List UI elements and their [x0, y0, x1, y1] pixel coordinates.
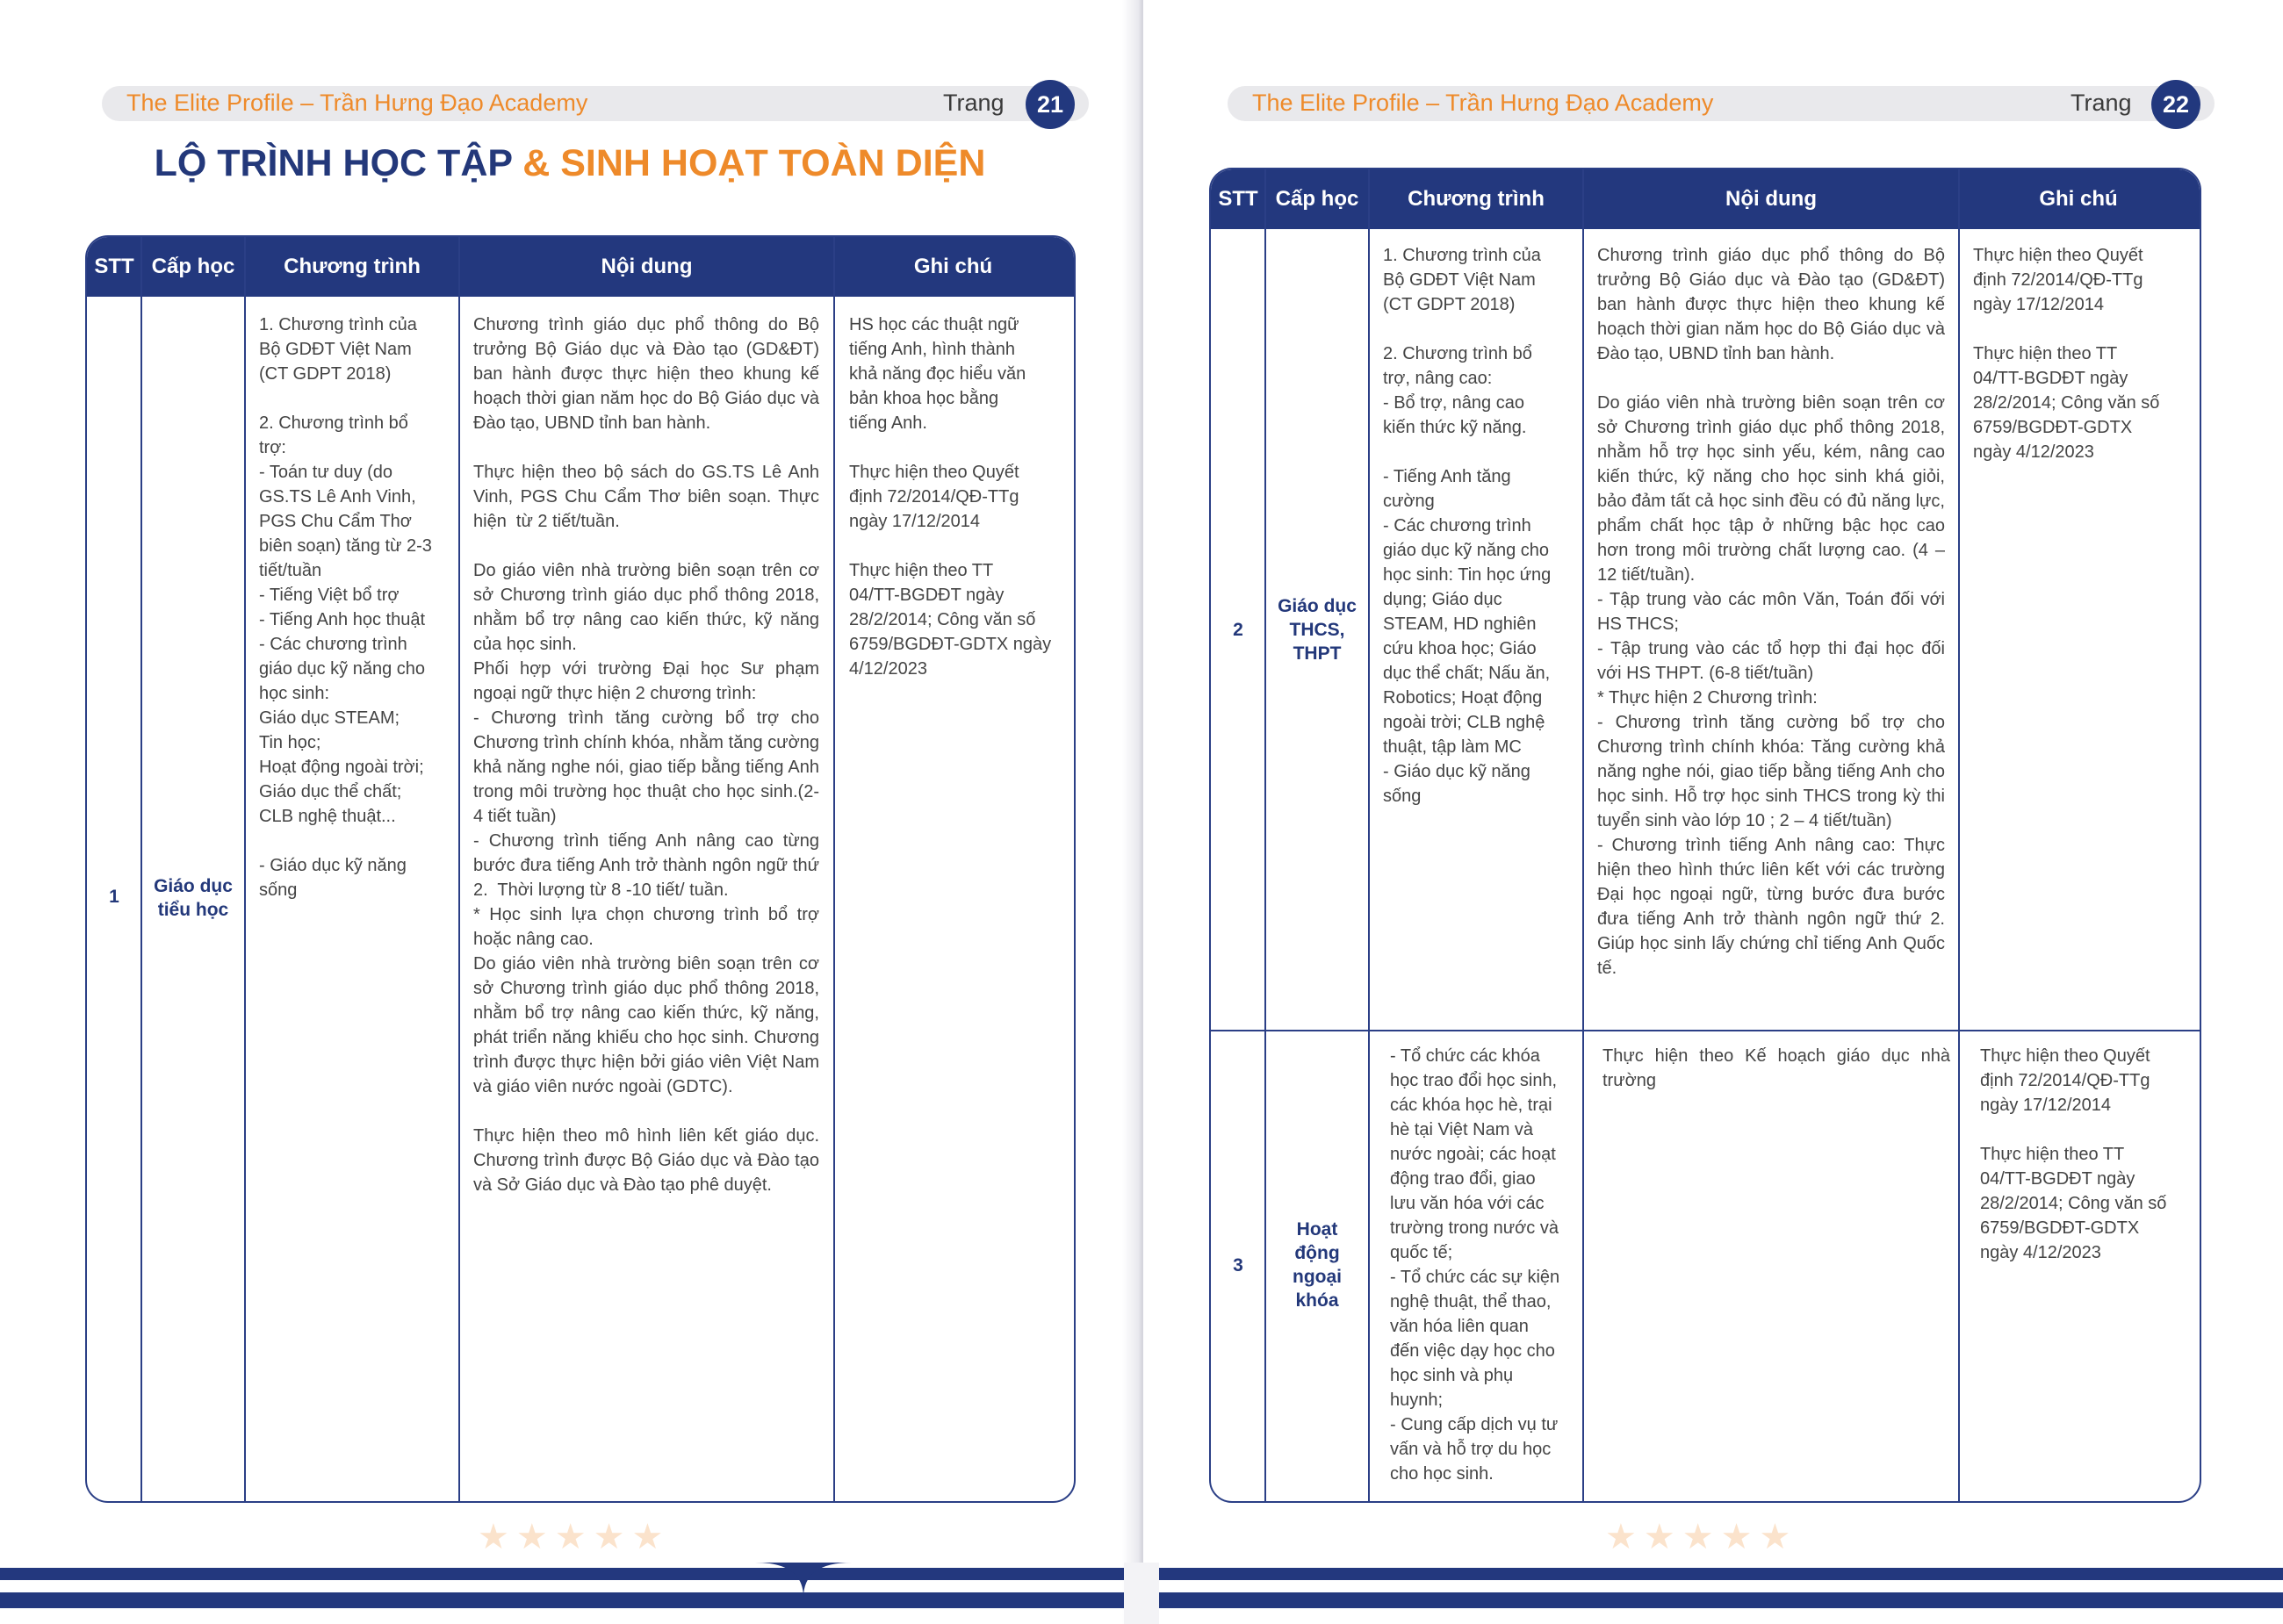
col-header-level: Cấp học — [1275, 187, 1359, 211]
row-level: Hoạt động ngoại khóa — [1293, 1219, 1342, 1311]
page-number-badge: 21 — [1026, 80, 1075, 129]
footer-band — [0, 1563, 2283, 1624]
program-cell: 1. Chương trình của Bộ GDĐT Việt Nam (CT GDPT 2018) 2. Chương trình bổ trợ, nâng cao: - Bổ trợ, nâng cao kiến thức kỹ năng. - Tiếng Anh tăng cường - Các chương trình giáo dục kỹ năng cho học sinh: Tin học ứng dụng; Giáo dục STEAM, HD nghiên cứu khoa học; Giáo dục thể chất; Nấu ăn, Robotics; Hoạt động ngoài trời; CLB nghệ thuật, tập làm MC - Giáo dục kỹ năng sống — [1383, 246, 1552, 806]
curriculum-table — [85, 235, 1076, 1503]
title-part-1: LỘ TRÌNH HỌC TẬP — [154, 142, 513, 184]
right-page — [1143, 0, 2283, 1624]
program-cell: 1. Chương trình của Bộ GDĐT Việt Nam (CT GDPT 2018) 2. Chương trình bổ trợ: - Toán tư duy (do GS.TS Lê Anh Vinh, PGS Chu Cẩm Thơ biên soạn) tăng từ 2-3 tiết/tuần - Tiếng Việt bổ trợ - Tiếng Anh học thuật - Các chương trình giáo dục kỹ năng cho học sinh: Giáo dục STEAM; Tin học; Hoạt động ngoài trời; Giáo dục thể chất; CLB nghệ thuật... - Giáo dục kỹ năng sống — [259, 315, 432, 900]
col-header-content: Nội dung — [1725, 187, 1817, 211]
content-cell: Thực hiện theo Kế hoạch giáo dục nhà trường — [1602, 1046, 1955, 1090]
page-label: Trang — [943, 90, 1005, 116]
row-number: 3 — [1233, 1255, 1243, 1275]
content-cell: Chương trình giáo dục phổ thông do Bộ trưởng Bộ Giáo dục và Đào tạo (GD&ĐT) ban hành được thực hiện theo khung kế hoạch thời gian năm học do Bộ Giáo dục và Đào tạo, UBND tỉnh ban hành. Do giáo viên nhà trường biên soạn trên cơ sở Chương trình giáo dục phổ thông 2018, nhằm hỗ trợ học sinh yếu, kém, nâng cao kiến thức, kỹ năng cho học sinh khá giỏi, bảo đảm tất cả học sinh đều có đủ năng lực, phẩm chất học tập ở những bậc học cao hơn trong môi trường chất lượng cao. (4 – 12 tiết/tuần). - Tập trung vào các môn Văn, Toán đối với HS THCS; - Tập trung vào các tổ hợp thi đại học đối với HS THPT. (6-8 tiết/tuần) * Thực hiện 2 Chương trình: - Chương trình tăng cường bổ trợ cho Chương trình chính khóa: Tăng cường khả năng nghe nói, giao tiếp bằng tiếng Anh cho học sinh. Hỗ trợ học sinh THCS trong kỳ thi tuyển sinh vào lớp 10 ; 2 – 4 tiết/tuần) - Chương trình tiếng Anh nâng cao: Thực hiện theo hình thức liên kết với các trường Đại học ngoại ngữ, từng bước đưa bước đưa tiếng Anh trở thành ngôn ngữ thứ 2. Giúp học sinh lấy chứng chỉ tiếng Anh Quốc tế. — [1597, 246, 1945, 978]
page-header — [102, 86, 1089, 121]
column-divider — [140, 237, 142, 1501]
title-part-2: & SINH HOẠT TOÀN DIỆN — [522, 142, 986, 184]
notes-cell: Thực hiện theo Quyết định 72/2014/QĐ-TTg ngày 17/12/2014 Thực hiện theo TT 04/TT-BGDĐT ngày 28/2/2014; Công văn số 6759/BGDĐT-GDTX ngày 4/12/2023 — [1980, 1046, 2167, 1262]
row-divider — [1211, 1030, 2200, 1031]
header-title: The Elite Profile – Trần Hưng Đạo Academy — [1252, 90, 1714, 116]
page-number-badge: 22 — [2151, 80, 2200, 129]
column-divider — [458, 237, 460, 1501]
col-header-content: Nội dung — [601, 255, 693, 278]
footer-gutter — [1124, 1563, 1159, 1624]
header-title: The Elite Profile – Trần Hưng Đạo Academy — [126, 90, 588, 116]
col-header-notes: Ghi chú — [2039, 187, 2118, 211]
col-header-program: Chương trình — [1408, 187, 1545, 211]
column-divider — [1582, 169, 1584, 1501]
col-header-notes: Ghi chú — [913, 255, 993, 278]
col-header-program: Chương trình — [284, 255, 421, 278]
table-header — [1211, 169, 2200, 229]
col-header-stt: STT — [94, 255, 134, 278]
decorative-stars: ★★★★★ — [1605, 1518, 1798, 1556]
row-level: Giáo dục tiểu học — [154, 876, 233, 920]
curriculum-table — [1209, 168, 2201, 1503]
column-divider — [244, 237, 246, 1501]
notes-cell: Thực hiện theo Quyết định 72/2014/QĐ-TTg ngày 17/12/2014 Thực hiện theo TT 04/TT-BGDĐT ngày 28/2/2014; Công văn số 6759/BGDĐT-GDTX ngày 4/12/2023 — [1973, 246, 2160, 462]
row-number: 2 — [1233, 620, 1243, 640]
col-header-stt: STT — [1218, 187, 1258, 211]
decorative-stars: ★★★★★ — [478, 1518, 671, 1556]
column-divider — [833, 237, 835, 1501]
column-divider — [1958, 169, 1960, 1501]
page-label: Trang — [2071, 90, 2132, 116]
page-header — [1228, 86, 2215, 121]
program-cell: - Tổ chức các khóa học trao đổi học sinh, các khóa học hè, trại hè tại Việt Nam và nước ngoài; các hoạt động trao đổi, giao lưu văn hóa với các trường trong nước và quốc tế; - Tổ chức các sự kiện nghệ thuật, thể thao, văn hóa liên quan đến việc dạy học cho học sinh và phụ huynh; - Cung cấp dịch vụ tư vấn và hỗ trợ du học cho học sinh. — [1390, 1046, 1560, 1484]
left-page — [0, 0, 1140, 1624]
table-header — [87, 237, 1074, 297]
content-cell: Chương trình giáo dục phổ thông do Bộ trưởng Bộ Giáo dục và Đào tạo (GD&ĐT) ban hành được thực hiện theo khung kế hoạch thời gian năm học do Bộ Giáo dục và Đào tạo, UBND tỉnh ban hành. Thực hiện theo bộ sách do GS.TS Lê Anh Vinh, PGS Chu Cẩm Thơ biên soạn. Thực hiện từ 2 tiết/tuần. Do giáo viên nhà trường biên soạn trên cơ sở Chương trình giáo dục phổ thông 2018, nhằm bổ trợ nâng cao kiến thức, kỹ năng của học sinh. Phối hợp với trường Đại học Sư phạm ngoại ngữ thực hiện 2 chương trình: - Chương trình tăng cường bổ trợ cho Chương trình chính khóa, nhằm tăng cường khả năng nghe nói, giao tiếp bằng tiếng Anh trong môi trường học thuật cho học sinh.(2-4 tiết tuần) - Chương trình tiếng Anh nâng cao từng bước đưa tiếng Anh trở thành ngôn ngữ thứ 2. Thời lượng từ 8 -10 tiết/ tuần. * Học sinh lựa chọn chương trình bổ trợ hoặc nâng cao. Do giáo viên nhà trường biên soạn trên cơ sở Chương trình giáo dục phổ thông 2018, nhằm bổ trợ nâng cao kiến thức, kỹ năng, phát triển năng khiếu cho học sinh. Chương trình được thực hiện bởi giáo viên Việt Nam và giáo viên nước ngoài (GDTC). Thực hiện theo mô hình liên kết giáo dục. Chương trình được Bộ Giáo dục và Đào tạo và Sở Giáo dục và Đào tạo phê duyệt. — [473, 315, 819, 1195]
page-title — [0, 142, 1140, 185]
notes-cell: HS học các thuật ngữ tiếng Anh, hình thành khả năng đọc hiểu văn bản khoa học bằng tiếng Anh. Thực hiện theo Quyết định 72/2014/QĐ-TTg ngày 17/12/2014 Thực hiện theo TT 04/TT-BGDĐT ngày 28/2/2014; Công văn số 6759/BGDĐT-GDTX ngày 4/12/2023 — [849, 315, 1052, 679]
col-header-level: Cấp học — [151, 255, 235, 278]
row-level: Giáo dục THCS, THPT — [1278, 596, 1357, 664]
row-number: 1 — [109, 887, 119, 907]
